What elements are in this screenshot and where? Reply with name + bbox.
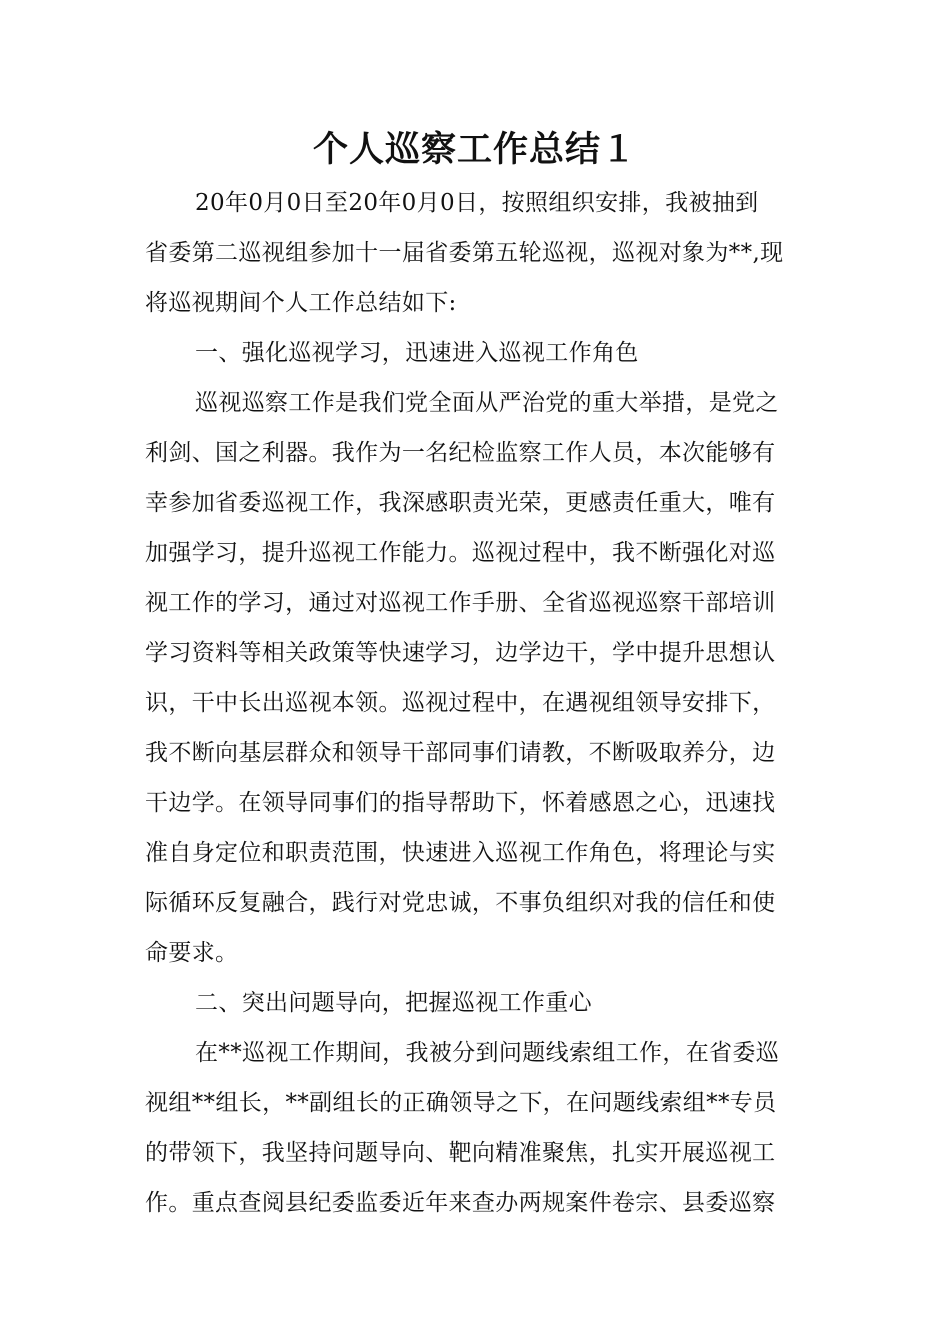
paragraph-line: 利剑、国之利器。我作为一名纪检监察工作人员，本次能够有	[145, 440, 776, 466]
paragraph-line: 命要求。	[145, 940, 239, 966]
paragraph-line: 我不断向基层群众和领导干部同事们请教，不断吸取养分，边	[145, 740, 776, 766]
paragraph-line: 巡视巡察工作是我们党全面从严治党的重大举措，是党之	[195, 390, 779, 416]
paragraph-line: 干边学。在领导同事们的指导帮助下，怀着感恩之心，迅速找	[145, 790, 776, 816]
paragraph-line: 视工作的学习，通过对巡视工作手册、全省巡视巡察干部培训	[145, 590, 776, 616]
document-body	[145, 178, 808, 1228]
section-heading: 二、突出问题导向，把握巡视工作重心	[195, 990, 592, 1016]
paragraph-line: 20年0月0日至20年0月0日，按照组织安排，我被抽到	[195, 190, 759, 216]
paragraph-line: 视组**组长，**副组长的正确领导之下，在问题线索组**专员	[145, 1090, 777, 1116]
paragraph-line: 学习资料等相关政策等快速学习，边学边干，学中提升思想认	[145, 640, 776, 666]
paragraph-line: 在**巡视工作期间，我被分到问题线索组工作，在省委巡	[195, 1040, 780, 1066]
section-heading: 一、强化巡视学习，迅速进入巡视工作角色	[195, 340, 639, 366]
paragraph-line: 识，干中长出巡视本领。巡视过程中，在遇视组领导安排下，	[145, 690, 776, 716]
paragraph-line: 作。重点查阅县纪委监委近年来查办两规案件卷宗、县委巡察	[145, 1190, 776, 1216]
paragraph-line: 加强学习，提升巡视工作能力。巡视过程中，我不断强化对巡	[145, 540, 776, 566]
paragraph-line: 的带领下，我坚持问题导向、靶向精准聚焦，扎实开展巡视工	[145, 1140, 776, 1166]
document-title: 个人巡察工作总结１	[312, 129, 637, 170]
paragraph-line: 幸参加省委巡视工作，我深感职责光荣，更感责任重大，唯有	[145, 490, 776, 516]
paragraph-line: 准自身定位和职责范围，快速进入巡视工作角色，将理论与实	[145, 840, 776, 866]
paragraph-line: 省委第二巡视组参加十一届省委第五轮巡视，巡视对象为**,现	[145, 240, 784, 266]
paragraph-line: 际循环反复融合，践行对党忠诚，不事负组织对我的信任和使	[145, 890, 776, 916]
paragraph-line: 将巡视期间个人工作总结如下:	[145, 290, 457, 316]
